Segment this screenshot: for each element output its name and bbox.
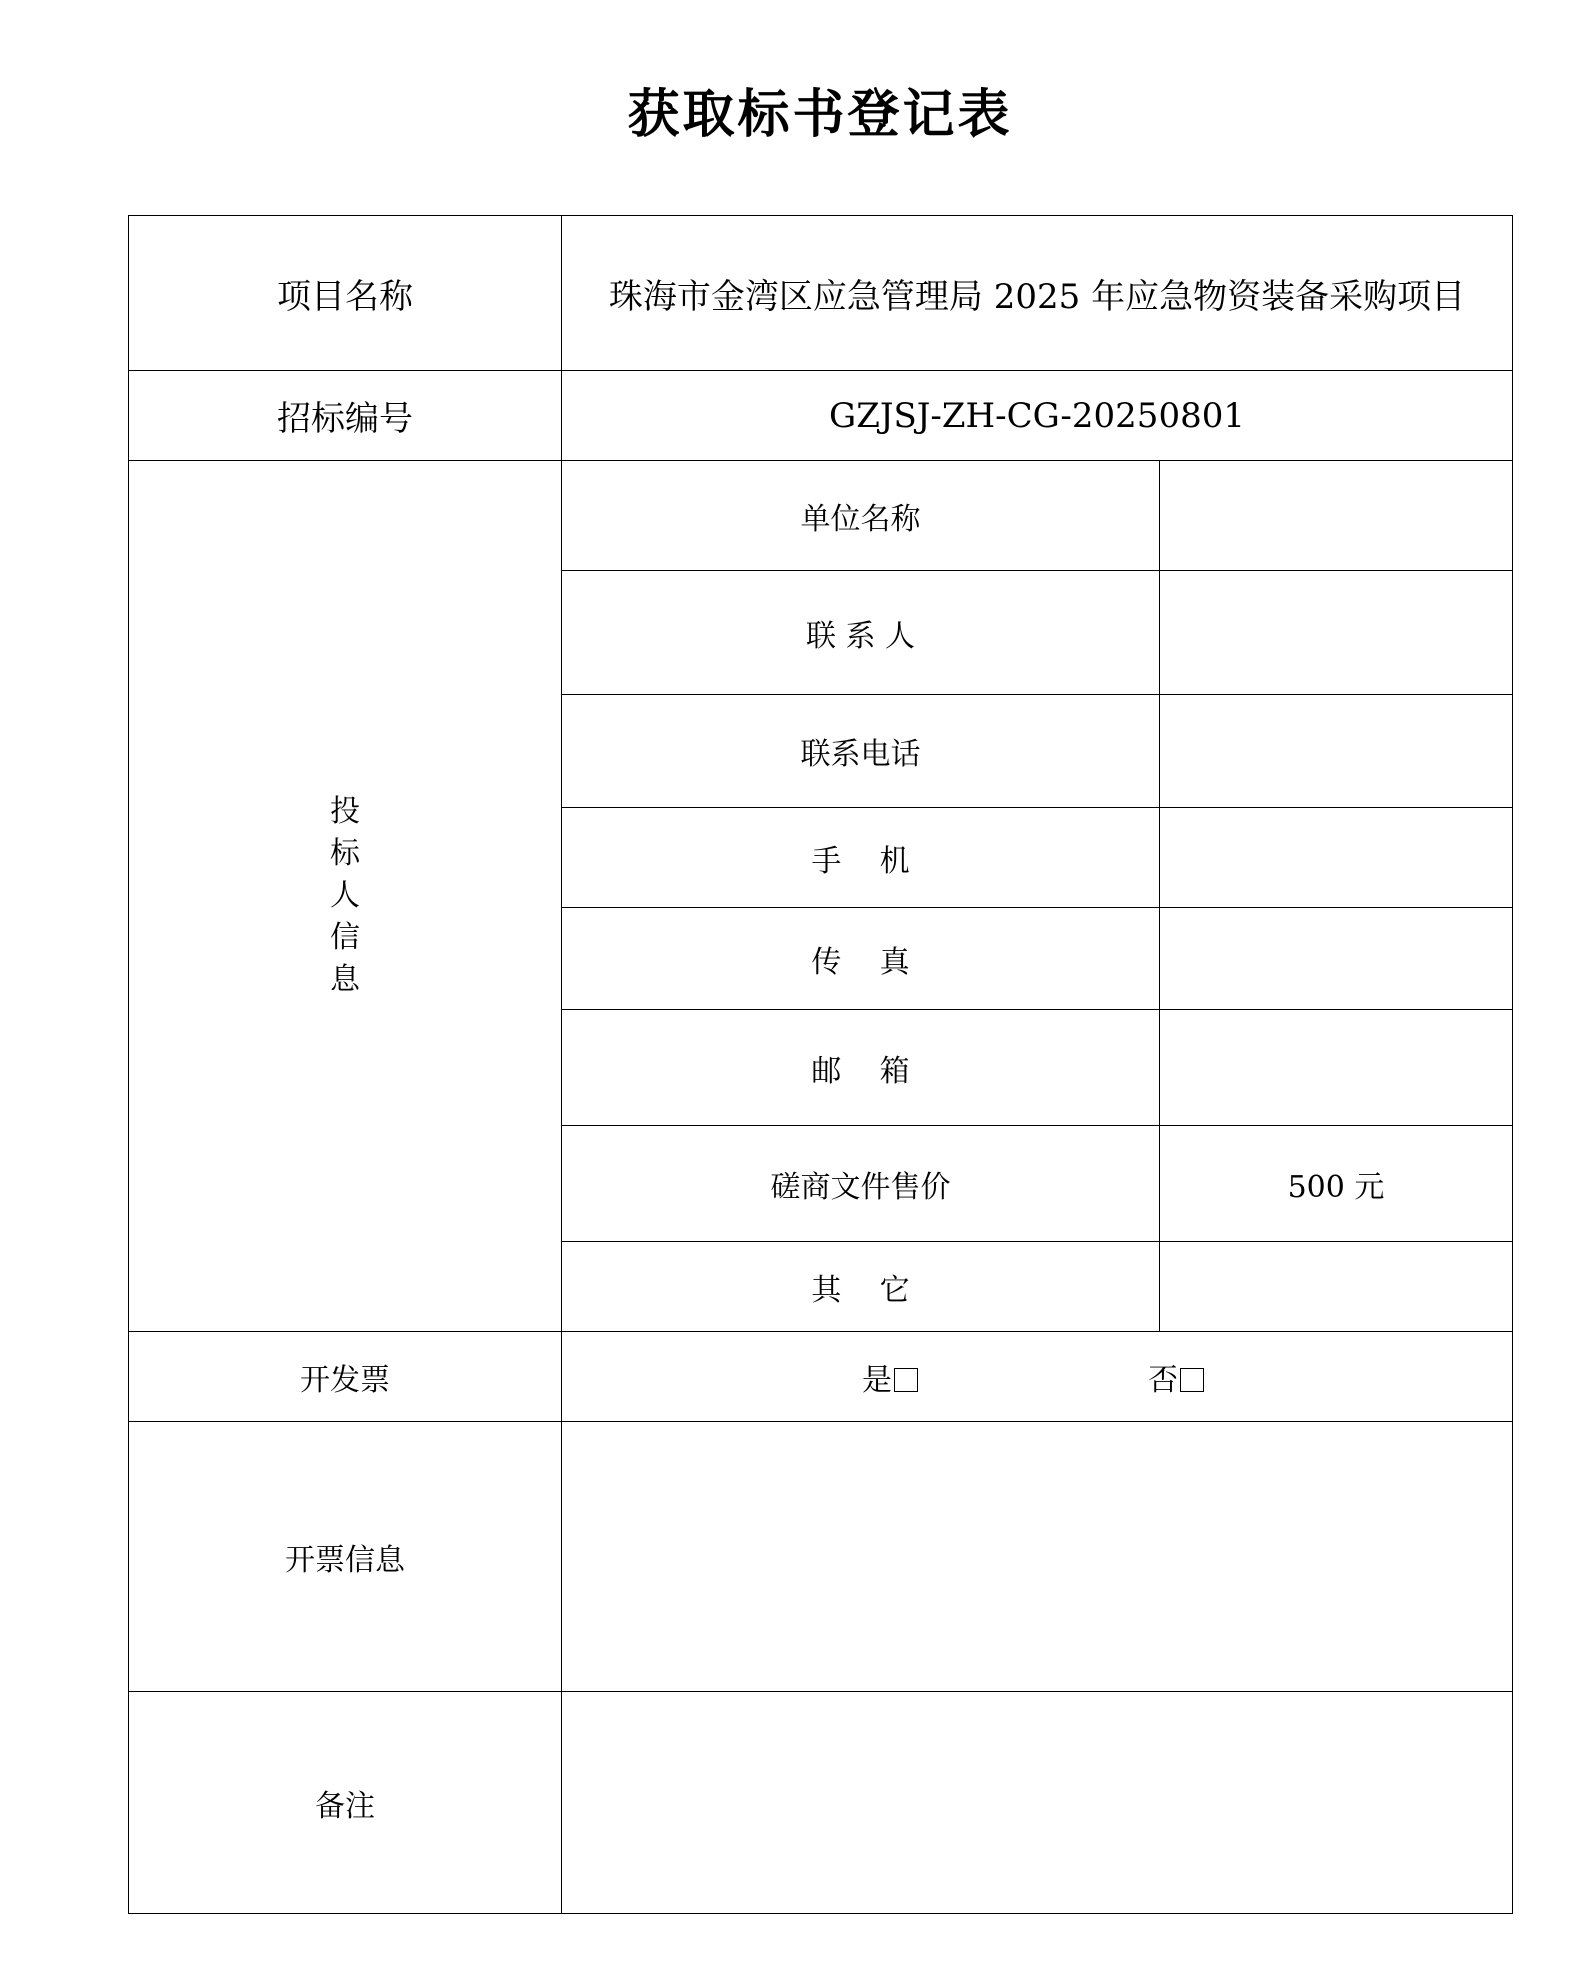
bidder-field-value[interactable] [1160, 1242, 1513, 1332]
invoice-no-checkbox[interactable] [1180, 1368, 1204, 1392]
tender-no-value: GZJSJ-ZH-CG-20250801 [562, 371, 1513, 461]
remarks-value[interactable] [562, 1692, 1513, 1914]
tender-no-row [129, 371, 1513, 461]
bidder-field-label: 联系电话 [562, 695, 1160, 808]
remarks-label: 备注 [129, 1692, 562, 1914]
remarks-row [129, 1692, 1513, 1914]
bidder-field-label: 联 系 人 [562, 571, 1160, 695]
invoice-yes-label: 是 [862, 1362, 892, 1398]
bidder-field-label: 单位名称 [562, 461, 1160, 571]
tender-no-label: 招标编号 [129, 371, 562, 461]
bidder-field-label: 磋商文件售价 [562, 1126, 1160, 1242]
bidder-field-value[interactable] [1160, 695, 1513, 808]
invoice-options-cell [562, 1332, 1513, 1422]
invoice-no-option[interactable] [1148, 1355, 1204, 1399]
invoice-row [129, 1332, 1513, 1422]
bidder-field-value[interactable] [1160, 908, 1513, 1010]
invoice-info-label: 开票信息 [129, 1422, 562, 1692]
bidder-field-label: 邮 箱 [562, 1010, 1160, 1126]
page-title: 获取标书登记表 [627, 84, 1013, 145]
bidder-info-label-cell [129, 461, 562, 1332]
bidder-info-label: 投标人信息 [330, 794, 360, 997]
invoice-yes-checkbox[interactable] [894, 1368, 918, 1392]
invoice-options [562, 1355, 1512, 1399]
project-name-value: 珠海市金湾区应急管理局 2025 年应急物资装备采购项目 [562, 216, 1513, 371]
bidder-row [129, 461, 1513, 571]
bidder-field-value[interactable] [1160, 461, 1513, 571]
project-row [129, 216, 1513, 371]
invoice-label: 开发票 [129, 1332, 562, 1422]
project-name-label: 项目名称 [129, 216, 562, 371]
bidder-field-label: 其 它 [562, 1242, 1160, 1332]
bidder-field-value[interactable] [1160, 1010, 1513, 1126]
bidder-field-label: 手 机 [562, 808, 1160, 908]
bidder-field-value[interactable] [1160, 808, 1513, 908]
invoice-info-row [129, 1422, 1513, 1692]
bidder-field-value: 500 元 [1160, 1126, 1513, 1242]
bidder-field-value[interactable] [1160, 571, 1513, 695]
invoice-yes-option[interactable] [862, 1355, 918, 1399]
invoice-info-value[interactable] [562, 1422, 1513, 1692]
registration-form [128, 215, 1513, 1914]
bidder-field-label: 传 真 [562, 908, 1160, 1010]
invoice-no-label: 否 [1148, 1362, 1178, 1398]
